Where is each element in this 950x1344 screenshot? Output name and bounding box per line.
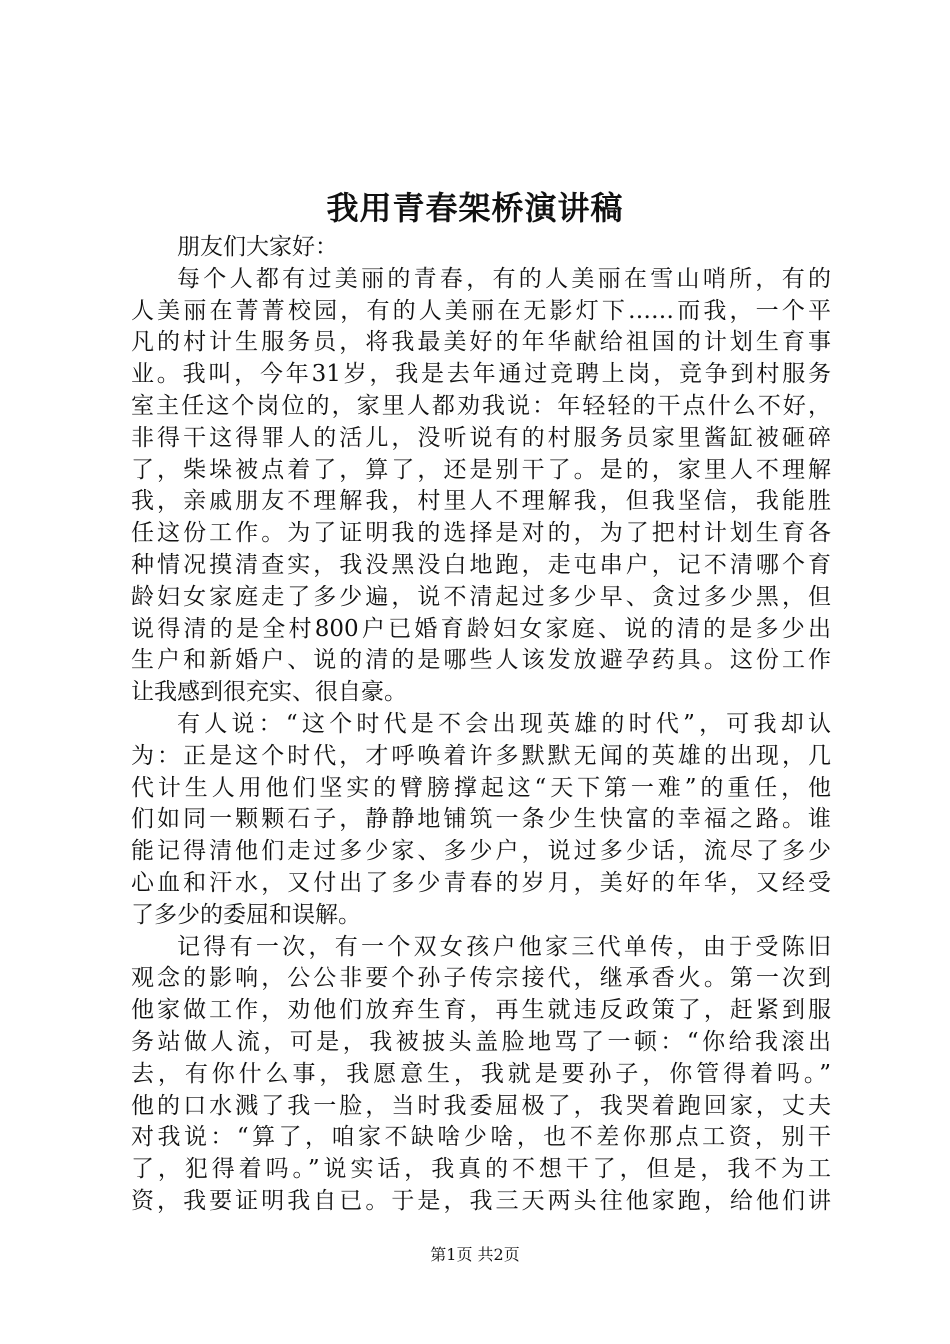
- text-line: 了，柴垛被点着了，算了，还是别干了。是的，家里人不理解: [131, 456, 831, 483]
- text-line: 每个人都有过美丽的青春，有的人美丽在雪山哨所，有的: [177, 265, 831, 292]
- text-line: 让我感到很充实、很自豪。: [131, 679, 407, 706]
- text-line: 凡的村计生服务员，将我最美好的年华献给祖国的计划生育事: [131, 329, 831, 356]
- text-line: 种情况摸清查实，我没黑没白地跑，走屯串户，记不清哪个育: [131, 551, 831, 578]
- text-line: 人美丽在菁菁校园，有的人美丽在无影灯下……而我，一个平: [131, 297, 831, 324]
- text-line: 对我说：“算了，咱家不缺啥少啥，也不差你那点工资，别干: [131, 1124, 831, 1151]
- text-line: 说得清的是全村800户已婚育龄妇女家庭、说的清的是多少出: [131, 615, 831, 642]
- text-line: 了，犯得着吗。”说实话，我真的不想干了，但是，我不为工: [131, 1156, 831, 1183]
- text-line: 室主任这个岗位的，家里人都劝我说：年轻轻的干点什么不好，: [131, 392, 831, 419]
- text-line: 了多少的委屈和误解。: [131, 901, 361, 928]
- text-line: 我，亲戚朋友不理解我，村里人不理解我，但我坚信，我能胜: [131, 488, 831, 515]
- text-line: 业。我叫，今年31岁，我是去年通过竞聘上岗，竞争到村服务: [131, 361, 831, 388]
- text-line: 去，有你什么事，我愿意生，我就是要孙子，你管得着吗。”: [131, 1060, 831, 1087]
- page-footer: 第1页 共2页: [430, 1245, 520, 1264]
- document-body: [131, 232, 831, 1218]
- text-line: 能记得清他们走过多少家、多少户，说过多少话，流尽了多少: [131, 838, 831, 865]
- text-line: 非得干这得罪人的活儿，没听说有的村服务员家里酱缸被砸碎: [131, 424, 831, 451]
- text-line: 们如同一颗颗石子，静静地铺筑一条少生快富的幸福之路。谁: [131, 806, 831, 833]
- text-line: 记得有一次，有一个双女孩户他家三代单传，由于受陈旧: [177, 933, 831, 960]
- text-line: 任这份工作。为了证明我的选择是对的，为了把村计划生育各: [131, 520, 831, 547]
- text-line: 生户和新婚户、说的清的是哪些人该发放避孕药具。这份工作: [131, 647, 831, 674]
- text-line: 心血和汗水，又付出了多少青春的岁月，美好的年华，又经受: [131, 869, 831, 896]
- text-line: 务站做人流，可是，我被披头盖脸地骂了一顿：“你给我滚出: [131, 1028, 831, 1055]
- text-line: 观念的影响，公公非要个孙子传宗接代，继承香火。第一次到: [131, 965, 831, 992]
- text-line: 龄妇女家庭走了多少遍，说不清起过多少早、贪过多少黑，但: [131, 583, 831, 610]
- text-line: 代计生人用他们坚实的臂膀撑起这“天下第一难”的重任，他: [131, 774, 831, 801]
- text-line: 朋友们大家好：: [177, 234, 338, 260]
- text-line: 有人说：“这个时代是不会出现英雄的时代”，可我却认: [177, 710, 831, 737]
- text-line: 他的口水溅了我一脸，当时我委屈极了，我哭着跑回家，丈夫: [131, 1092, 831, 1119]
- text-line: 资，我要证明我自已。于是，我三天两头往他家跑，给他们讲: [131, 1187, 831, 1214]
- text-line: 他家做工作，劝他们放弃生育，再生就违反政策了，赶紧到服: [131, 997, 831, 1024]
- document-title: 我用青春架桥演讲稿: [326, 189, 624, 227]
- text-line: 为：正是这个时代，才呼唤着许多默默无闻的英雄的出现，几: [131, 742, 831, 769]
